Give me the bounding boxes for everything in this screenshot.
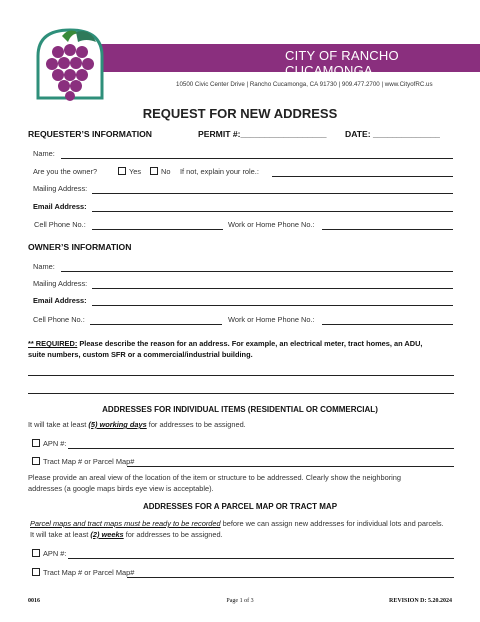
permit-label: PERMIT #:__________________ [198,129,327,139]
required-prefix: ** REQUIRED: [28,339,78,348]
individual-tract-text: Tract Map # or Parcel Map# [43,457,135,466]
owner-work-label: Work or Home Phone No.: [228,315,315,324]
individual-tract-checkbox[interactable] [32,457,40,465]
requester-cell-field[interactable] [92,229,223,230]
parcel-ready-em: Parcel maps and tract maps must be ready to be recorded [30,519,221,528]
role-label: If not, explain your role.: [180,167,259,176]
parcel-tract-checkbox[interactable] [32,568,40,576]
individual-apn-checkbox[interactable] [32,439,40,447]
requester-email-field[interactable] [92,211,453,212]
owner-mailing-field[interactable] [92,288,453,289]
requester-mailing-field[interactable] [92,193,453,194]
individual-timing-pre: It will take at least [28,420,89,429]
individual-apn-field[interactable] [68,448,454,449]
yes-checkbox[interactable] [118,167,126,175]
areal-line-2: addresses (a google maps birds eye view is acceptable). [28,484,214,493]
parcel-tract-label [32,568,134,577]
parcel-timing-post: for addresses to be assigned. [123,530,223,539]
page-title: REQUEST FOR NEW ADDRESS [142,106,338,121]
owner-cell-label: Cell Phone No.: [33,315,85,324]
required-line-2: suite numbers, custom SFR or a commercial/industrial building. [28,350,253,359]
role-field[interactable] [272,176,453,177]
individual-apn-text: APN #: [43,439,67,448]
form-number: 0016 [28,598,40,604]
areal-line-1: Please provide an areal view of the location of the item or structure to be addressed. Clearly show the neighboring [28,473,402,482]
header-address: 10500 Civic Center Drive | Rancho Cucamonga, CA 91730 | 909.477.2700 | www.CityofRC.us [176,81,433,88]
owner-question-label: Are you the owner? [33,167,98,176]
requester-name-field[interactable] [61,158,453,159]
owner-email-field[interactable] [92,305,453,306]
reason-field-1[interactable] [28,375,454,376]
individual-tract-label [32,457,134,466]
revision-label: REVISION D: 5.20.2024 [388,598,452,604]
parcel-heading: ADDRESSES FOR A PARCEL MAP OR TRACT MAP [142,502,338,511]
parcel-note [30,518,470,540]
parcel-ready-post: before we can assign new addresses for individual lots and parcels. [220,519,444,528]
parcel-tract-text: Tract Map # or Parcel Map# [43,568,135,577]
grapes-logo-icon [32,22,108,102]
city-name: CITY OF RANCHO CUCAMONGA [285,48,399,78]
individual-timing-em: (5) working days [88,420,147,429]
parcel-apn-field[interactable] [68,558,454,559]
no-checkbox[interactable] [150,167,158,175]
requester-work-field[interactable] [322,229,453,230]
parcel-apn-checkbox[interactable] [32,549,40,557]
reason-field-2[interactable] [28,393,454,394]
individual-apn-label [32,439,66,448]
requester-email-label: Email Address: [33,202,87,211]
requester-cell-label: Cell Phone No.: [34,220,86,229]
owner-heading: OWNER’S INFORMATION [28,242,132,252]
requester-name-label: Name: [33,149,55,158]
individual-timing-post: for addresses to be assigned. [146,420,246,429]
parcel-apn-text: APN #: [43,549,67,558]
parcel-tract-field[interactable] [127,577,454,578]
owner-email-label: Email Address: [33,296,87,305]
requester-heading: REQUESTER’S INFORMATION [28,129,152,139]
no-option[interactable] [150,167,170,176]
areal-view-note [28,472,468,494]
owner-name-label: Name: [33,262,55,271]
parcel-apn-label [32,549,66,558]
yes-label: Yes [129,167,142,176]
parcel-timing-em: (2) weeks [90,530,124,539]
owner-work-field[interactable] [322,324,453,325]
requester-work-label: Work or Home Phone No.: [228,220,315,229]
individual-timing [28,420,246,429]
required-note [28,338,468,360]
individual-tract-field[interactable] [127,466,454,467]
parcel-timing-pre: It will take at least [30,530,91,539]
owner-cell-field[interactable] [90,324,222,325]
individual-heading: ADDRESSES FOR INDIVIDUAL ITEMS (RESIDENTIAL OR COMMERCIAL) [102,405,378,414]
yes-option[interactable] [118,167,141,176]
required-line-1: Please describe the reason for an address. For example, an electrical meter, tract homes, an ADU, [79,339,423,348]
owner-name-field[interactable] [61,271,453,272]
owner-mailing-label: Mailing Address: [33,279,88,288]
requester-mailing-label: Mailing Address: [33,184,88,193]
date-label: DATE: ______________ [345,129,440,139]
page-number: Page 1 of 3 [226,598,254,604]
no-label: No [161,167,171,176]
